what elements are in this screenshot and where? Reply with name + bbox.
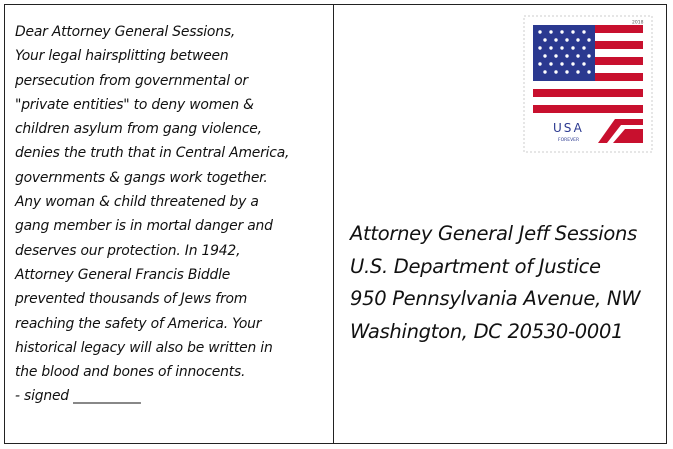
message-line: persecution from governmental or [15,72,248,89]
message-line: Your legal hairsplitting between [15,48,229,65]
message-line: "private entities" to deny women & [15,96,254,113]
message-line: children asylum from gang violence, [15,121,262,138]
message-line: denies the truth that in Central America, [15,145,290,162]
message-line: Dear Attorney General Sessions, [15,24,236,40]
stamp-country: USA [553,121,584,135]
message-line: Any woman & child threatened by a [15,194,259,211]
message-line: governments & gangs work together. [15,169,268,186]
message-line: Attorney General Francis Biddle [15,266,231,283]
address-street: 950 Pennsylvania Avenue, NW [350,287,641,310]
message-line: deserves our protection. In 1942, [15,242,241,259]
message-line: historical legacy will also be written in [15,339,273,356]
flag-image [533,25,643,143]
message-line: prevented thousands of Jews from [15,291,248,308]
stamp-denomination: FOREVER [558,138,580,143]
address-city: Washington, DC 20530-0001 [350,319,624,343]
stamp-year: 2018 [632,20,644,26]
signature-line: - signed __________ [15,388,141,405]
message-line: gang member is in mortal danger and [15,218,273,235]
message-line: the blood and bones of innocents. [15,364,246,381]
message-line: reaching the safety of America. Your [15,315,262,332]
postage-stamp [523,15,653,153]
message-body [15,20,335,409]
recipient-address [350,218,660,348]
address-organization: U.S. Department of Justice [350,254,601,278]
address-recipient: Attorney General Jeff Sessions [350,222,637,245]
